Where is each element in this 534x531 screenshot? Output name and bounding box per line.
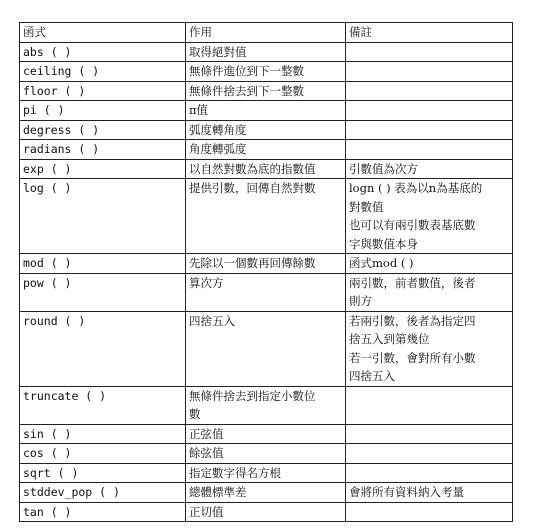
purpose-line: 總體標準差 [189,485,247,499]
purpose-line: 無條件捨去到下一整數 [189,83,304,98]
purpose-cell [186,62,346,82]
header-notes: 備註 [346,23,513,43]
function-name-cell: sqrt ( ) [20,463,186,483]
table-row [20,444,513,464]
purpose-cell [186,120,346,140]
function-name-cell: stddev_pop ( ) [20,483,186,503]
purpose-cell [186,463,346,483]
purpose-line: 餘弦值 [189,446,224,460]
function-name-cell: mod ( ) [20,254,186,274]
function-name-cell: pi ( ) [20,101,186,121]
header-function: 函式 [20,23,186,43]
note-line: 也可以有兩引數表基底數 [349,218,476,232]
purpose-line: 先除以一個數再回傳餘數 [189,256,316,270]
purpose-line: 弧度轉角度 [189,122,247,137]
purpose-cell [186,179,346,254]
header-purpose: 作用 [186,23,346,43]
notes-cell [346,386,513,424]
note-line: 兩引數，前者數值，後者 [349,275,476,290]
function-table [19,22,513,522]
notes-cell [346,502,513,522]
purpose-cell [186,311,346,386]
notes-cell [346,483,513,503]
function-name-cell: abs ( ) [20,42,186,62]
purpose-cell [186,101,346,121]
table-row [20,424,513,444]
table-row [20,120,513,140]
function-name-cell: floor ( ) [20,81,186,101]
note-line: 會將所有資料納入考量 [349,485,464,499]
table-body [20,42,513,522]
note-line: 則方 [349,294,372,308]
note-line: 若兩引數，後者為指定四 [349,313,476,328]
note-line: 字與數值本身 [349,236,418,251]
note-line: 引數值為次方 [349,161,418,176]
function-name-cell: tan ( ) [20,502,186,522]
note-line: 函式mod ( ) [349,256,414,270]
notes-cell [346,311,513,386]
purpose-line: 無條件捨去到指定小數位 [189,388,316,403]
table-header-row [20,23,513,43]
function-name-cell: radians ( ) [20,140,186,160]
purpose-cell [186,386,346,424]
note-line: logn ( ) 表為以n為基底的 [349,181,483,195]
notes-cell [346,62,513,82]
notes-cell [346,81,513,101]
table-row [20,463,513,483]
table-row [20,483,513,503]
table-row [20,159,513,179]
function-name-cell: truncate ( ) [20,386,186,424]
purpose-cell [186,273,346,311]
notes-cell [346,444,513,464]
purpose-cell [186,140,346,160]
purpose-cell [186,159,346,179]
notes-cell [346,101,513,121]
function-name-cell: pow ( ) [20,273,186,311]
note-line: 捨五入到第幾位 [349,332,430,346]
notes-cell [346,140,513,160]
purpose-line: 算次方 [189,275,224,290]
note-line: 對數值 [349,199,384,214]
note-line: 四捨五入 [349,369,395,383]
purpose-cell [186,81,346,101]
table-row [20,81,513,101]
purpose-cell [186,42,346,62]
function-name-cell: log ( ) [20,179,186,254]
table-row [20,502,513,522]
table-row [20,179,513,254]
purpose-line: 指定數字得名方根 [189,465,281,480]
notes-cell [346,159,513,179]
note-line: 若一引數，會對所有小數 [349,350,476,365]
table-row [20,62,513,82]
notes-cell [346,42,513,62]
purpose-line: 以自然對數為底的指數值 [189,161,316,176]
purpose-cell [186,254,346,274]
purpose-line: 取得絕對值 [189,44,247,59]
purpose-line: π值 [189,103,209,117]
table-row [20,42,513,62]
purpose-line: 正弦值 [189,426,224,441]
function-name-cell: ceiling ( ) [20,62,186,82]
notes-cell [346,179,513,254]
purpose-line: 無條件進位到下一整數 [189,64,304,78]
purpose-line: 數 [189,407,201,421]
function-name-cell: round ( ) [20,311,186,386]
purpose-line: 提供引數，回傳自然對數 [189,181,316,195]
purpose-cell [186,502,346,522]
purpose-cell [186,424,346,444]
function-name-cell: degress ( ) [20,120,186,140]
notes-cell [346,424,513,444]
function-name-cell: sin ( ) [20,424,186,444]
notes-cell [346,463,513,483]
table-row [20,254,513,274]
table-row [20,386,513,424]
table-row [20,140,513,160]
purpose-cell [186,444,346,464]
notes-cell [346,254,513,274]
notes-cell [346,120,513,140]
purpose-line: 正切值 [189,504,224,519]
notes-cell [346,273,513,311]
table-row [20,273,513,311]
purpose-cell [186,483,346,503]
table-row [20,101,513,121]
function-name-cell: exp ( ) [20,159,186,179]
purpose-line: 角度轉弧度 [189,142,247,156]
purpose-line: 四捨五入 [189,313,235,328]
function-name-cell: cos ( ) [20,444,186,464]
table-row [20,311,513,386]
